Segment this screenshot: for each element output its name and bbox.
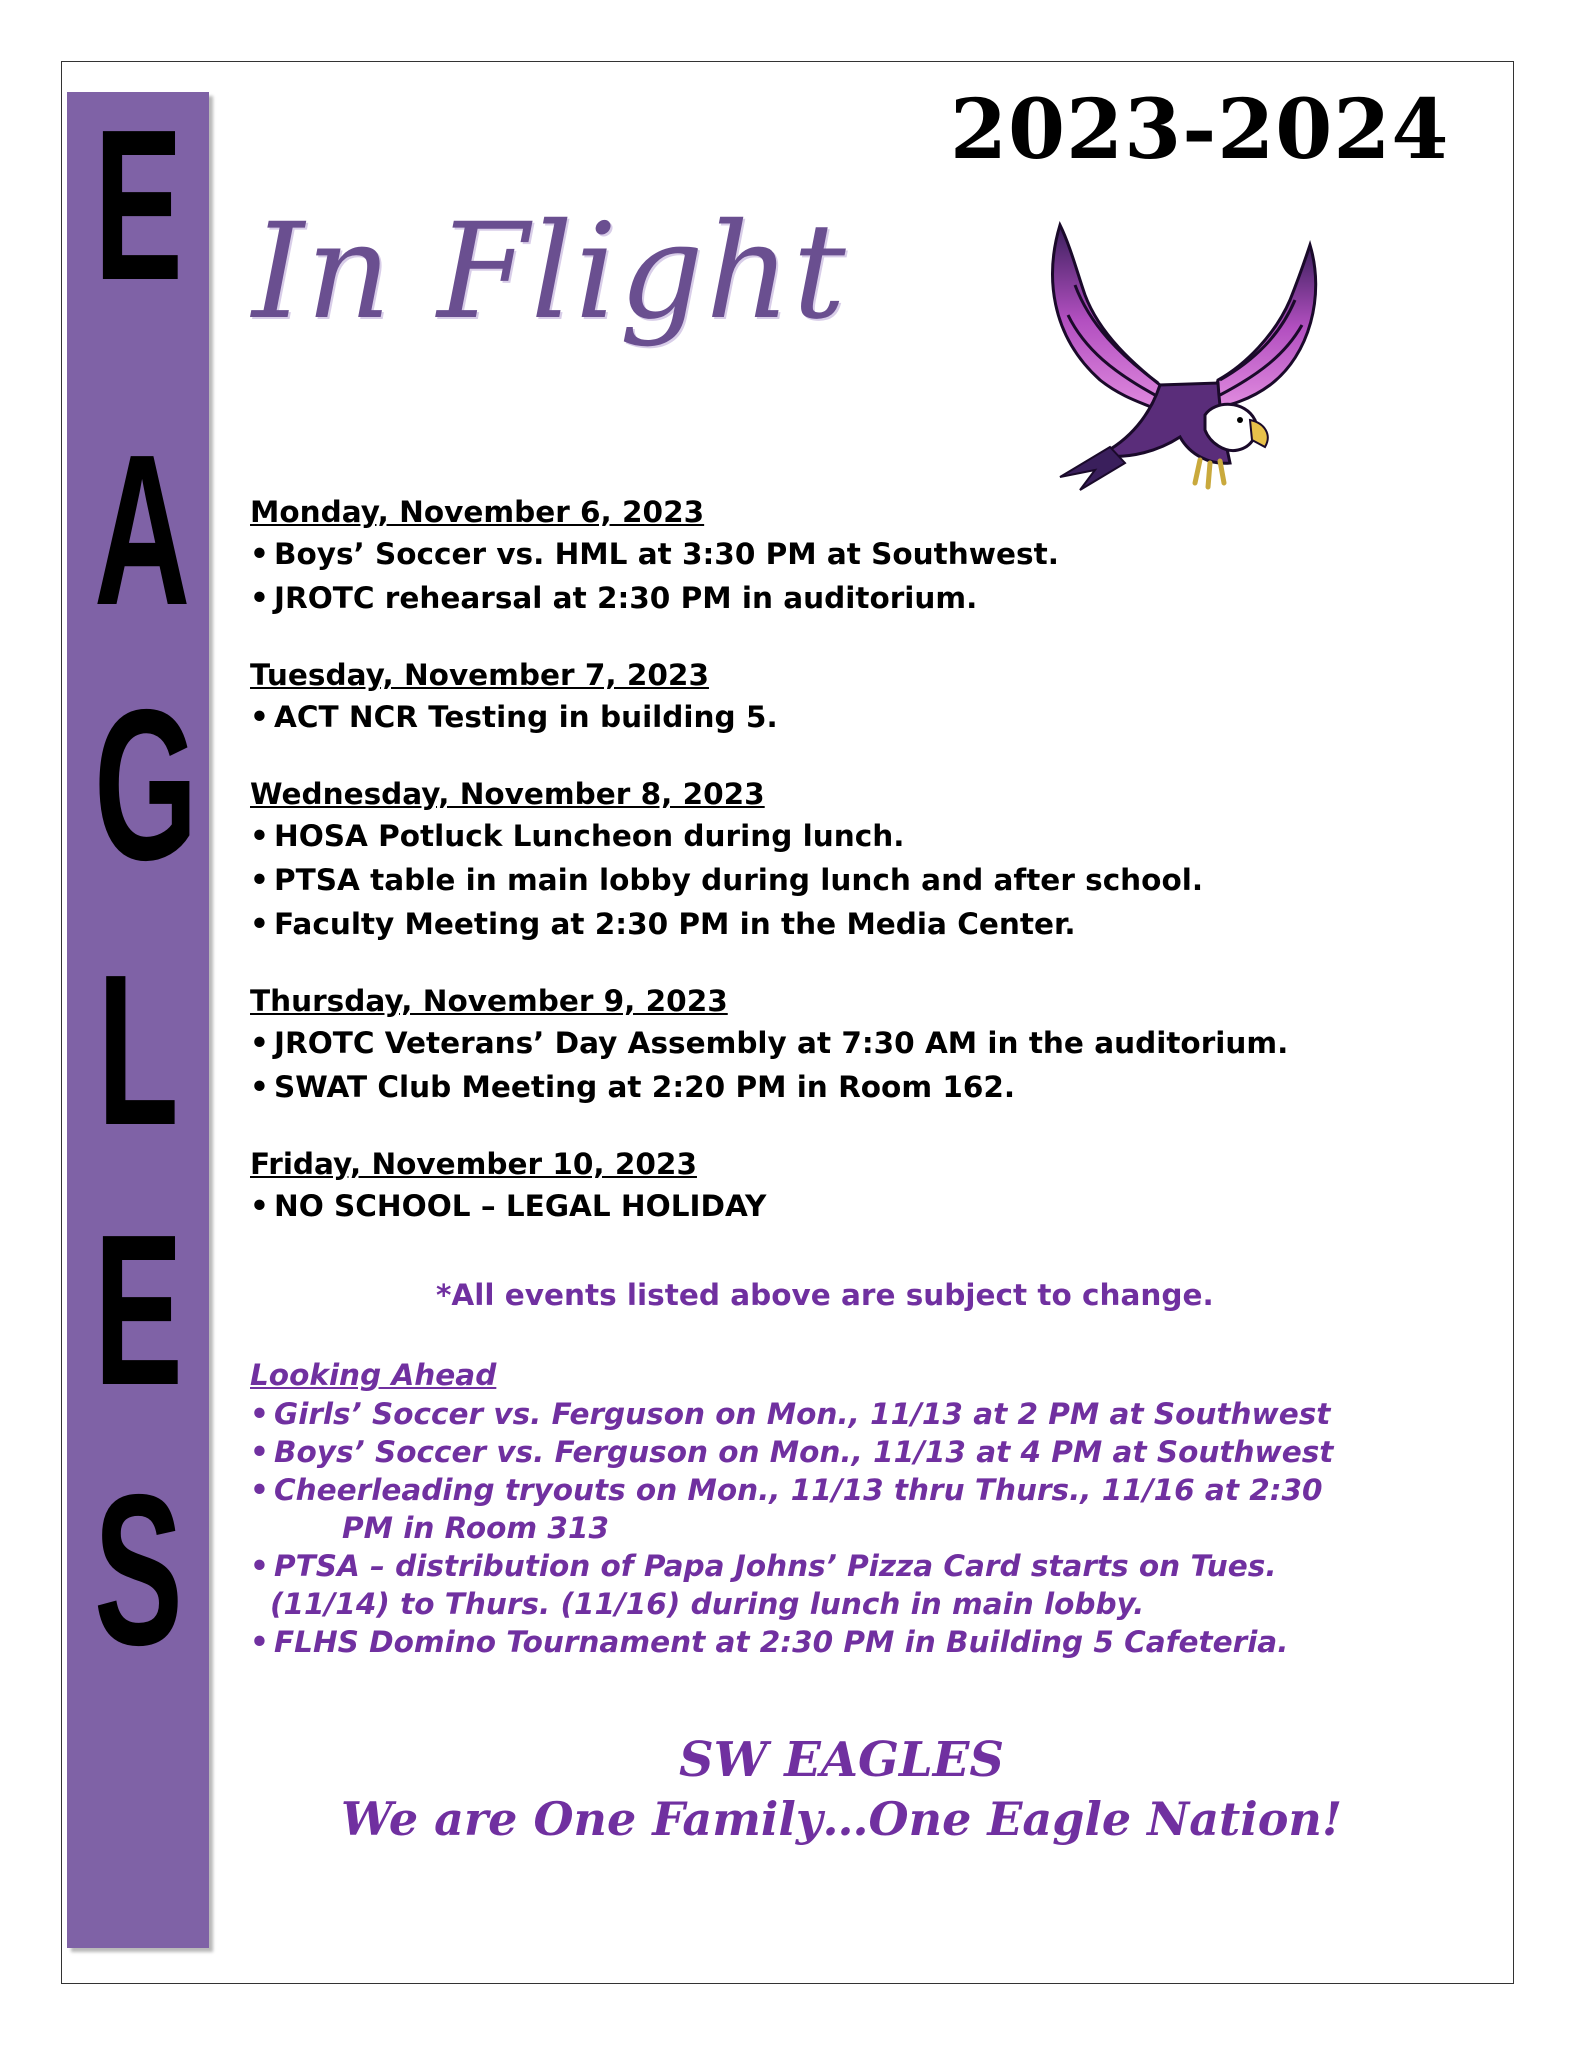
school-year: 2023-2024 [950,82,1450,178]
event-item: • SWAT Club Meeting at 2:20 PM in Room 162. [250,1070,1016,1104]
weekly-schedule [250,493,1430,1264]
event-item: • Faculty Meeting at 2:30 PM in the Media Center. [250,907,1076,941]
event-item: • JROTC rehearsal at 2:30 PM in auditorium. [250,581,978,615]
day-section [250,775,1430,946]
day-heading: Thursday, November 9, 2023 [250,984,728,1018]
newsletter-title: In Flight [252,195,848,349]
sidebar-letter: L [97,929,179,1170]
sidebar-letter: E [93,84,183,325]
ahead-item-continued: (11/14) to Thurs. (11/16) during lunch in main lobby. [270,1587,1145,1621]
sidebar-letter: E [93,1189,183,1430]
eagles-sidebar [67,84,209,1948]
looking-ahead-heading: Looking Ahead [250,1358,497,1392]
change-notice: *All events listed above are subject to change. [436,1278,1214,1312]
ahead-item: • Cheerleading tryouts on Mon., 11/13 thru Thurs., 11/16 at 2:30 [250,1473,1323,1507]
ahead-item: • FLHS Domino Tournament at 2:30 PM in Building 5 Cafeteria. [250,1625,1289,1659]
event-item: • PTSA table in main lobby during lunch and after school. [250,863,1204,897]
sidebar-letter: G [93,664,198,905]
day-section [250,656,1430,739]
day-heading: Wednesday, November 8, 2023 [250,777,765,811]
event-item: • ACT NCR Testing in building 5. [250,700,778,734]
sidebar-letter: A [93,409,191,650]
ahead-item: • Girls’ Soccer vs. Ferguson on Mon., 11/13 at 2 PM at Southwest [250,1397,1331,1431]
day-section [250,982,1430,1109]
ahead-item: • Boys’ Soccer vs. Ferguson on Mon., 11/13 at 4 PM at Southwest [250,1435,1334,1469]
looking-ahead-section [250,1355,1430,1661]
day-section [250,1145,1430,1228]
day-heading: Tuesday, November 7, 2023 [250,658,709,692]
day-heading: Friday, November 10, 2023 [250,1147,697,1181]
event-item: • NO SCHOOL – LEGAL HOLIDAY [250,1189,767,1223]
ahead-item-continued: PM in Room 313 [342,1511,609,1545]
day-heading: Monday, November 6, 2023 [250,495,705,529]
eagle-mascot-icon [1040,215,1330,505]
event-item: • HOSA Potluck Luncheon during lunch. [250,819,905,853]
event-item: • JROTC Veterans’ Day Assembly at 7:30 AM in the auditorium. [250,1026,1289,1060]
day-section [250,493,1430,620]
sidebar-letter: S [93,1449,183,1690]
footer-slogan: We are One Family…One Eagle Nation! [340,1792,1343,1846]
event-item: • Boys’ Soccer vs. HML at 3:30 PM at Southwest. [250,537,1059,571]
ahead-item: • PTSA – distribution of Papa Johns’ Pizza Card starts on Tues. [250,1549,1277,1583]
footer-slogan-title: SW EAGLES [678,1732,1005,1788]
